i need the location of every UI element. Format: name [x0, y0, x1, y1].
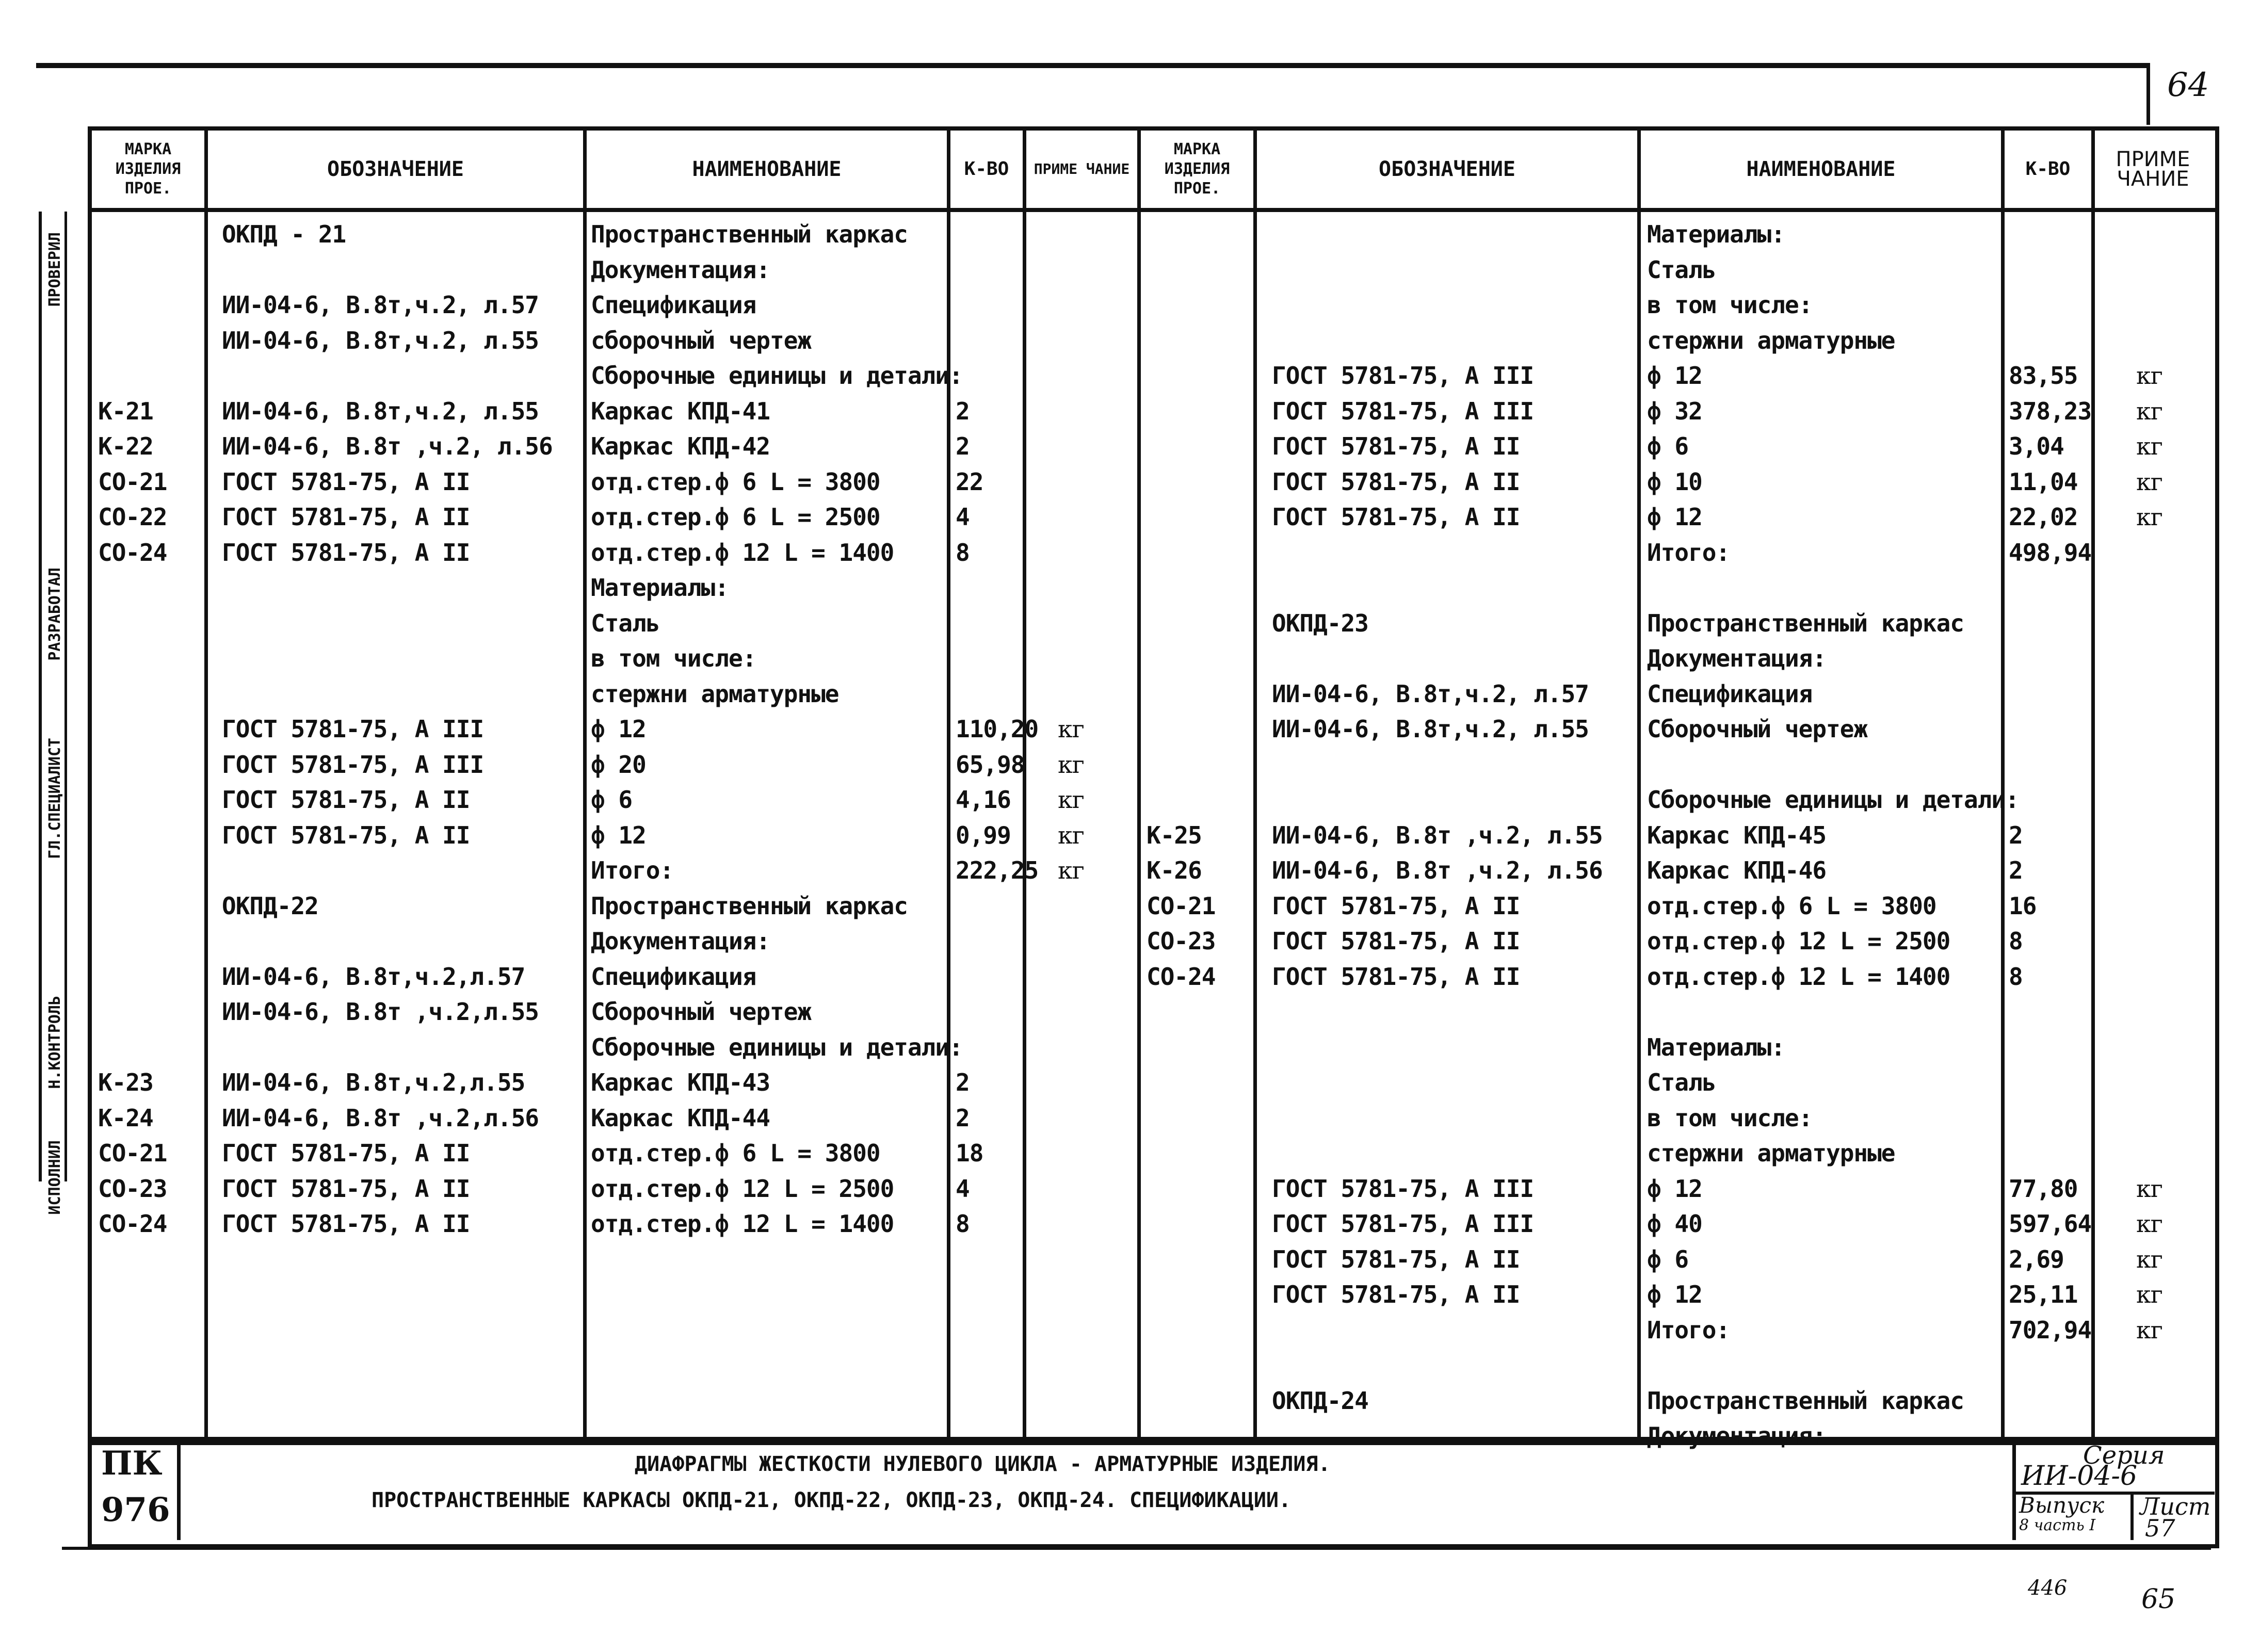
- header-divider: [88, 208, 2215, 212]
- column-divider: [947, 126, 950, 1437]
- left-designation-cell: ИИ-04-6, В.8т ,ч.2,л.55: [222, 998, 539, 1026]
- page-number-bottom: 65: [2141, 1584, 2176, 1615]
- left-qty-cell: 8: [956, 538, 970, 566]
- right-name-cell: в том числе:: [1647, 291, 1813, 319]
- header-designation-right: ОБОЗНАЧЕНИЕ: [1379, 157, 1515, 181]
- left-name-cell: ф 12: [591, 715, 646, 743]
- right-name-cell: ф 12: [1647, 1174, 1702, 1203]
- left-designation-cell: ОКПД-22: [222, 892, 318, 920]
- header-name-left: НАИМЕНОВАНИЕ: [692, 157, 842, 181]
- left-name-cell: Сборочный чертеж: [591, 998, 812, 1026]
- right-mark-cell: СО-23: [1147, 927, 1216, 955]
- left-name-cell: Сталь: [591, 609, 660, 637]
- right-designation-cell: ГОСТ 5781-75, А II: [1272, 432, 1520, 460]
- left-mark-cell: К-24: [98, 1104, 153, 1132]
- left-name-cell: Пространственный каркас: [591, 892, 908, 920]
- title-block-line1: ДИАФРАГМЫ ЖЕСТКОСТИ НУЛЕВОГО ЦИКЛА - АРМАТУРНЫЕ ИЗДЕЛИЯ.: [635, 1452, 1331, 1476]
- left-note-cell: кг: [1058, 715, 1084, 743]
- column-divider: [2001, 126, 2005, 1437]
- header-designation-left: ОБОЗНАЧЕНИЕ: [327, 157, 464, 181]
- left-note-cell: кг: [1058, 856, 1084, 884]
- left-name-cell: стержни арматурные: [591, 679, 839, 708]
- page-mark-bottom: 446: [2028, 1576, 2068, 1600]
- title-block-org-box: [92, 1441, 181, 1540]
- left-qty-cell: 2: [956, 1068, 970, 1096]
- right-qty-cell: 702,94: [2009, 1316, 2092, 1344]
- right-name-cell: отд.стер.ф 12 L = 2500: [1647, 927, 1950, 955]
- side-stamp-5: ИСПОЛНИЛ: [46, 1140, 64, 1215]
- left-qty-cell: 4: [956, 503, 970, 531]
- left-designation-cell: ИИ-04-6, В.8т,ч.2,л.57: [222, 962, 525, 991]
- right-qty-cell: 83,55: [2009, 362, 2078, 390]
- left-qty-cell: 0,99: [956, 821, 1011, 849]
- right-qty-cell: 597,64: [2009, 1210, 2092, 1238]
- left-mark-cell: СО-23: [98, 1174, 167, 1203]
- left-name-cell: Сборочные единицы и детали:: [591, 362, 963, 390]
- sheet-label: Лист: [2140, 1493, 2211, 1520]
- side-stamp-2: РАЗРАБОТАЛ: [46, 568, 64, 661]
- column-divider: [1137, 126, 1141, 1437]
- right-name-cell: Документация:: [1647, 644, 1827, 672]
- header-mark-right: МАРКА ИЗДЕЛИЯ ПРОЕ.: [1164, 140, 1230, 198]
- right-name-cell: ф 12: [1647, 503, 1702, 531]
- right-designation-cell: ГОСТ 5781-75, А II: [1272, 1281, 1520, 1308]
- left-mark-cell: СО-21: [98, 1139, 167, 1167]
- left-name-cell: Каркас КПД-43: [591, 1068, 770, 1096]
- right-name-cell: ф 32: [1647, 397, 1702, 425]
- right-mark-cell: СО-24: [1147, 962, 1216, 991]
- header-note-right: ПРИМЕ ЧАНИЕ: [2116, 148, 2190, 191]
- side-stamp-3: ГЛ.СПЕЦИАЛИСТ: [46, 738, 64, 859]
- right-name-cell: Каркас КПД-46: [1647, 856, 1827, 884]
- right-designation-cell: ГОСТ 5781-75, А II: [1272, 503, 1520, 531]
- left-name-cell: отд.стер.ф 12 L = 1400: [591, 1210, 894, 1238]
- right-name-cell: Сталь: [1647, 255, 1716, 284]
- left-name-cell: ф 20: [591, 750, 646, 779]
- left-designation-cell: ГОСТ 5781-75, А II: [222, 467, 470, 496]
- left-designation-cell: ГОСТ 5781-75, А II: [222, 1174, 470, 1203]
- left-mark-cell: К-23: [98, 1068, 153, 1096]
- left-name-cell: Сборочные единицы и детали:: [591, 1033, 963, 1061]
- right-name-cell: Сборочные единицы и детали:: [1647, 786, 2019, 814]
- right-designation-cell: ИИ-04-6, В.8т ,ч.2, л.56: [1272, 856, 1603, 884]
- right-note-cell: кг: [2136, 1210, 2162, 1238]
- right-name-cell: ф 10: [1647, 467, 1702, 496]
- right-name-cell: отд.стер.ф 12 L = 1400: [1647, 962, 1950, 991]
- right-mark-cell: К-25: [1147, 821, 1202, 849]
- side-stamp-divider: [64, 212, 67, 1181]
- right-mark-cell: К-26: [1147, 856, 1202, 884]
- left-qty-cell: 4,16: [956, 786, 1011, 814]
- column-divider: [1253, 126, 1257, 1437]
- left-designation-cell: ИИ-04-6, В.8т,ч.2,л.55: [222, 1068, 525, 1096]
- page-number-top: 64: [2167, 66, 2209, 104]
- left-qty-cell: 110,20: [956, 715, 1039, 743]
- series-value: ИИ-04-6: [2021, 1461, 2138, 1492]
- right-name-cell: ф 40: [1647, 1210, 1702, 1238]
- right-name-cell: ф 12: [1647, 362, 1702, 390]
- right-note-cell: кг: [2136, 1174, 2162, 1203]
- left-designation-cell: ГОСТ 5781-75, А II: [222, 821, 470, 849]
- left-designation-cell: ГОСТ 5781-75, А II: [222, 786, 470, 814]
- right-designation-cell: ГОСТ 5781-75, А III: [1272, 1174, 1534, 1203]
- right-name-cell: Итого:: [1647, 538, 1730, 566]
- right-qty-cell: 498,94: [2009, 538, 2092, 566]
- right-name-cell: стержни арматурные: [1647, 1139, 1895, 1167]
- right-note-cell: кг: [2136, 397, 2162, 425]
- left-name-cell: Спецификация: [591, 291, 756, 319]
- right-qty-cell: 8: [2009, 927, 2023, 955]
- right-designation-cell: ИИ-04-6, В.8т ,ч.2, л.55: [1272, 821, 1603, 849]
- left-qty-cell: 18: [956, 1139, 983, 1167]
- left-designation-cell: ГОСТ 5781-75, А II: [222, 1139, 470, 1167]
- column-divider: [204, 126, 208, 1437]
- right-designation-cell: ГОСТ 5781-75, А III: [1272, 362, 1534, 390]
- left-designation-cell: ГОСТ 5781-75, А II: [222, 538, 470, 566]
- right-designation-cell: ОКПД-24: [1272, 1386, 1368, 1415]
- left-qty-cell: 65,98: [956, 750, 1025, 779]
- issue-value: 8 часть I: [2019, 1516, 2096, 1534]
- series-box: [2012, 1441, 2215, 1540]
- right-qty-cell: 16: [2009, 892, 2037, 920]
- right-note-cell: кг: [2136, 432, 2162, 460]
- left-qty-cell: 22: [956, 467, 983, 496]
- right-note-cell: кг: [2136, 467, 2162, 496]
- right-name-cell: в том числе:: [1647, 1104, 1813, 1132]
- right-qty-cell: 77,80: [2009, 1174, 2078, 1203]
- column-divider: [2091, 126, 2095, 1437]
- left-note-cell: кг: [1058, 786, 1084, 814]
- left-designation-cell: ИИ-04-6, В.8т ,ч.2, л.56: [222, 432, 553, 460]
- left-name-cell: ф 12: [591, 821, 646, 849]
- page-number-box-border: [2146, 63, 2150, 125]
- left-designation-cell: ИИ-04-6, В.8т,ч.2, л.55: [222, 326, 539, 354]
- right-name-cell: Пространственный каркас: [1647, 1386, 1964, 1415]
- left-note-cell: кг: [1058, 821, 1084, 849]
- right-designation-cell: ГОСТ 5781-75, А III: [1272, 1210, 1534, 1238]
- left-qty-cell: 8: [956, 1210, 970, 1238]
- left-name-cell: отд.стер.ф 6 L = 2500: [591, 503, 880, 531]
- right-qty-cell: 2: [2009, 821, 2023, 849]
- left-name-cell: отд.стер.ф 6 L = 3800: [591, 1139, 880, 1167]
- right-mark-cell: СО-21: [1147, 892, 1216, 920]
- left-name-cell: сборочный чертеж: [591, 326, 812, 354]
- right-note-cell: кг: [2136, 1245, 2162, 1273]
- right-name-cell: ф 12: [1647, 1281, 1702, 1308]
- right-name-cell: стержни арматурные: [1647, 326, 1895, 354]
- issue-label: Выпуск: [2019, 1493, 2105, 1518]
- left-name-cell: Каркас КПД-44: [591, 1104, 770, 1132]
- header-qty-left: К-ВО: [964, 158, 1009, 180]
- right-designation-cell: ГОСТ 5781-75, А II: [1272, 892, 1520, 920]
- left-name-cell: Документация:: [591, 255, 770, 284]
- side-stamp-4: Н.КОНТРОЛЬ: [46, 996, 64, 1089]
- left-designation-cell: ГОСТ 5781-75, А III: [222, 750, 484, 779]
- sheet-value: 57: [2145, 1514, 2175, 1542]
- left-qty-cell: 4: [956, 1174, 970, 1203]
- right-note-cell: кг: [2136, 362, 2162, 390]
- left-mark-cell: К-22: [98, 432, 153, 460]
- right-name-cell: Материалы:: [1647, 220, 1785, 248]
- issue-sheet-divider: [2130, 1492, 2134, 1540]
- right-name-cell: Итого:: [1647, 1316, 1730, 1344]
- left-designation-cell: ОКПД - 21: [222, 220, 346, 248]
- right-name-cell: ф 6: [1647, 1245, 1689, 1273]
- left-mark-cell: СО-22: [98, 503, 167, 531]
- right-name-cell: Материалы:: [1647, 1033, 1785, 1061]
- right-qty-cell: 22,02: [2009, 503, 2078, 531]
- left-name-cell: Каркас КПД-42: [591, 432, 770, 460]
- title-block-code: 976: [101, 1491, 170, 1529]
- left-mark-cell: СО-24: [98, 1210, 167, 1238]
- left-mark-cell: К-21: [98, 397, 153, 425]
- right-note-cell: кг: [2136, 503, 2162, 531]
- right-name-cell: ф 6: [1647, 432, 1689, 460]
- right-designation-cell: ОКПД-23: [1272, 609, 1368, 637]
- side-stamp: [39, 212, 91, 1215]
- column-divider: [1637, 126, 1641, 1437]
- left-name-cell: отд.стер.ф 12 L = 2500: [591, 1174, 894, 1203]
- left-designation-cell: ИИ-04-6, В.8т,ч.2, л.57: [222, 291, 539, 319]
- right-qty-cell: 8: [2009, 962, 2023, 991]
- right-designation-cell: ГОСТ 5781-75, А II: [1272, 1245, 1520, 1273]
- left-name-cell: Каркас КПД-41: [591, 397, 770, 425]
- right-designation-cell: ИИ-04-6, В.8т,ч.2, л.57: [1272, 679, 1589, 708]
- left-name-cell: ф 6: [591, 786, 633, 814]
- right-qty-cell: 2: [2009, 856, 2023, 884]
- column-divider: [583, 126, 587, 1437]
- left-qty-cell: 2: [956, 397, 970, 425]
- left-designation-cell: ИИ-04-6, В.8т,ч.2, л.55: [222, 397, 539, 425]
- right-designation-cell: ГОСТ 5781-75, А III: [1272, 397, 1534, 425]
- header-mark-left: МАРКА ИЗДЕЛИЯ ПРОЕ.: [115, 140, 181, 198]
- right-note-cell: кг: [2136, 1316, 2162, 1344]
- header-name-right: НАИМЕНОВАНИЕ: [1746, 157, 1896, 181]
- left-name-cell: отд.стер.ф 6 L = 3800: [591, 467, 880, 496]
- left-name-cell: Спецификация: [591, 962, 756, 991]
- left-designation-cell: ГОСТ 5781-75, А II: [222, 1210, 470, 1238]
- left-qty-cell: 222,25: [956, 856, 1039, 884]
- right-qty-cell: 25,11: [2009, 1281, 2078, 1308]
- left-designation-cell: ГОСТ 5781-75, А II: [222, 503, 470, 531]
- left-name-cell: в том числе:: [591, 644, 756, 672]
- right-qty-cell: 11,04: [2009, 467, 2078, 496]
- right-designation-cell: ГОСТ 5781-75, А II: [1272, 962, 1520, 991]
- series-label: Серия: [2083, 1441, 2165, 1470]
- left-designation-cell: ГОСТ 5781-75, А III: [222, 715, 484, 743]
- right-name-cell: отд.стер.ф 6 L = 3800: [1647, 892, 1936, 920]
- right-name-cell: Пространственный каркас: [1647, 609, 1964, 637]
- right-name-cell: Сталь: [1647, 1068, 1716, 1096]
- right-name-cell: Каркас КПД-45: [1647, 821, 1827, 849]
- left-qty-cell: 2: [956, 432, 970, 460]
- right-note-cell: кг: [2136, 1281, 2162, 1308]
- header-qty-right: К-ВО: [2025, 158, 2071, 180]
- right-designation-cell: ГОСТ 5781-75, А II: [1272, 927, 1520, 955]
- side-stamp-1: ПРОВЕРИЛ: [46, 232, 64, 307]
- right-designation-cell: ИИ-04-6, В.8т,ч.2, л.55: [1272, 715, 1589, 743]
- left-name-cell: Материалы:: [591, 574, 729, 602]
- right-qty-cell: 3,04: [2009, 432, 2064, 460]
- left-name-cell: Пространственный каркас: [591, 220, 908, 248]
- left-designation-cell: ИИ-04-6, В.8т ,ч.2,л.56: [222, 1104, 539, 1132]
- title-block-line2: ПРОСТРАНСТВЕННЫЕ КАРКАСЫ ОКПД-21, ОКПД-22, ОКПД-23, ОКПД-24. СПЕЦИФИКАЦИИ.: [372, 1488, 1292, 1512]
- left-note-cell: кг: [1058, 750, 1084, 779]
- left-mark-cell: СО-24: [98, 538, 167, 566]
- bottom-rule: [62, 1547, 2211, 1550]
- right-name-cell: Документация:: [1647, 1422, 1827, 1450]
- left-qty-cell: 2: [956, 1104, 970, 1132]
- left-name-cell: Итого:: [591, 856, 674, 884]
- right-name-cell: Спецификация: [1647, 679, 1813, 708]
- right-name-cell: Сборочный чертеж: [1647, 715, 1868, 743]
- header-note-left: ПРИМЕ ЧАНИЕ: [1034, 160, 1130, 177]
- left-name-cell: отд.стер.ф 12 L = 1400: [591, 538, 894, 566]
- left-name-cell: Документация:: [591, 927, 770, 955]
- right-designation-cell: ГОСТ 5781-75, А II: [1272, 467, 1520, 496]
- right-qty-cell: 378,23: [2009, 397, 2092, 425]
- title-block-org: ПК: [101, 1444, 163, 1483]
- top-rule: [36, 63, 2146, 68]
- left-mark-cell: СО-21: [98, 467, 167, 496]
- right-qty-cell: 2,69: [2009, 1245, 2064, 1273]
